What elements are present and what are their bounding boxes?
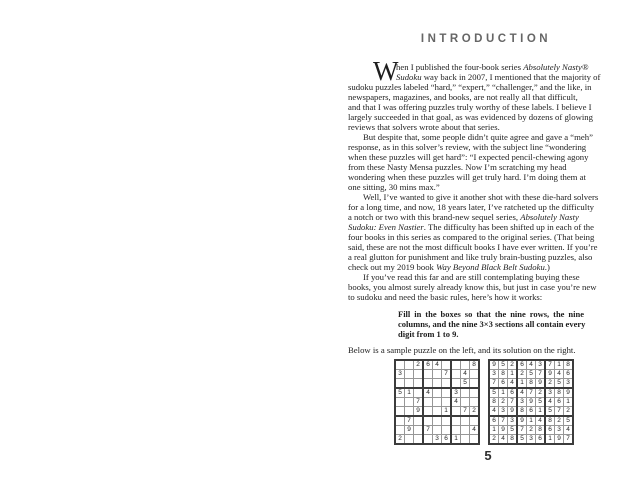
- solution-cell: 6: [545, 426, 555, 435]
- page-title: INTRODUCTION: [420, 33, 552, 45]
- solution-cell: 2: [489, 435, 499, 445]
- text-line: [348, 182, 624, 192]
- solution-cell: 5: [499, 360, 508, 370]
- text: But despite that, some people didn’t quite agree and gave a “meh”: [363, 132, 593, 142]
- paragraph: [348, 272, 624, 302]
- puzzle-cell: [451, 416, 461, 426]
- puzzle-cell: 2: [395, 435, 405, 445]
- text: for a long time, and now, 18 years later, I’ve ratcheted up the difficulty: [348, 202, 594, 212]
- solution-cell: 2: [536, 388, 546, 398]
- solution-cell: 4: [564, 426, 574, 435]
- italic-text: Absolutely Nasty®: [523, 62, 589, 72]
- solution-cell: 7: [555, 407, 564, 417]
- puzzle-cell: [470, 370, 480, 379]
- puzzle-cell: 1: [442, 407, 452, 417]
- paragraph: [348, 132, 624, 192]
- text-line: [348, 222, 624, 232]
- text: largely succeeded in that goal, as was evidenced by dozens of glowing: [348, 112, 593, 122]
- text-line: [348, 292, 624, 302]
- text: wondering when these puzzles will get truly hard. I’m doing them at: [348, 172, 586, 182]
- puzzle-cell: [423, 370, 433, 379]
- solution-cell: 4: [499, 435, 508, 445]
- solution-cell: 6: [564, 370, 574, 379]
- solution-cell: 6: [517, 360, 527, 370]
- solution-cell: 7: [564, 435, 574, 445]
- solution-grid: [488, 359, 574, 445]
- rules-quote: [398, 309, 584, 339]
- solution-cell: 1: [564, 398, 574, 407]
- text-line: [348, 202, 624, 212]
- solution-cell: 9: [564, 388, 574, 398]
- text: books, you almost surely already know this, but just in case you’re new: [348, 282, 597, 292]
- puzzle-cell: [433, 407, 442, 417]
- solution-cell: 9: [527, 398, 536, 407]
- solution-cell: 7: [508, 398, 518, 407]
- italic-text: Absolutely Nasty: [520, 212, 579, 222]
- puzzle-cell: [433, 370, 442, 379]
- puzzle-cell: [414, 370, 424, 379]
- solution-cell: 7: [499, 416, 508, 426]
- text-line: [348, 102, 624, 112]
- puzzle-cell: 6: [423, 360, 433, 370]
- solution-cell: 9: [517, 416, 527, 426]
- grid-row: [489, 407, 573, 417]
- puzzle-cell: 5: [461, 379, 470, 389]
- solution-cell: 2: [545, 379, 555, 389]
- solution-cell: 2: [564, 407, 574, 417]
- puzzle-cell: 3: [451, 388, 461, 398]
- solution-cell: 6: [527, 407, 536, 417]
- quote-line: Fill in the boxes so that the nine rows, the nine: [398, 309, 584, 319]
- puzzle-cell: 2: [470, 407, 480, 417]
- text: to sudoku and need the basic rules, here’s how it works:: [348, 292, 543, 302]
- solution-cell: 3: [489, 370, 499, 379]
- solution-cell: 2: [555, 416, 564, 426]
- solution-cell: 5: [536, 398, 546, 407]
- solution-cell: 6: [489, 416, 499, 426]
- puzzle-cell: 4: [461, 370, 470, 379]
- text: from these Nasty Mensa puzzles. Now I’m scratching my head: [348, 162, 567, 172]
- text: a notch or two with this brand-new sequel series,: [348, 212, 521, 222]
- puzzle-cell: [405, 407, 414, 417]
- puzzle-cell: [470, 388, 480, 398]
- puzzle-cell: [405, 398, 414, 407]
- text: If you’ve read this far and are still contemplating buying these: [363, 272, 580, 282]
- text: hen I published the four-book series: [396, 62, 524, 72]
- quote-line: columns, and the nine 3×3 sections all contain every: [398, 319, 586, 329]
- text-line: [348, 142, 624, 152]
- text: one sitting, 30 mins max.”: [348, 182, 440, 192]
- grid-row: [395, 398, 479, 407]
- solution-cell: 3: [564, 379, 574, 389]
- solution-cell: 2: [527, 426, 536, 435]
- text-line: [348, 192, 624, 202]
- puzzle-cell: [433, 426, 442, 435]
- text-line: [348, 282, 624, 292]
- grid-row: [489, 379, 573, 389]
- solution-cell: 2: [508, 360, 518, 370]
- grids-caption: Below is a sample puzzle on the left, and its solution on the right.: [348, 345, 576, 355]
- puzzle-cell: 1: [405, 388, 414, 398]
- quote-line: digit from 1 to 9.: [398, 329, 459, 339]
- solution-cell: 1: [545, 435, 555, 445]
- body-text: [348, 56, 624, 302]
- solution-cell: 5: [545, 407, 555, 417]
- puzzle-cell: [461, 360, 470, 370]
- puzzle-cell: [461, 426, 470, 435]
- puzzle-cell: [451, 360, 461, 370]
- text-line: [348, 212, 624, 222]
- solution-cell: 1: [508, 370, 518, 379]
- puzzle-cell: 4: [451, 398, 461, 407]
- solution-cell: 6: [536, 435, 546, 445]
- grid-row: [395, 435, 479, 445]
- solution-cell: 7: [517, 426, 527, 435]
- puzzle-cell: 4: [423, 388, 433, 398]
- puzzle-cell: [433, 398, 442, 407]
- solution-cell: 6: [508, 388, 518, 398]
- solution-cell: 1: [499, 388, 508, 398]
- puzzle-cell: [461, 416, 470, 426]
- puzzle-cell: [433, 416, 442, 426]
- puzzle-cell: [461, 398, 470, 407]
- puzzle-cell: [451, 370, 461, 379]
- solution-cell: 5: [564, 416, 574, 426]
- text: reviews that solvers wrote about that series.: [348, 122, 500, 132]
- puzzle-cell: [442, 398, 452, 407]
- puzzle-cell: [414, 388, 424, 398]
- solution-cell: 4: [527, 360, 536, 370]
- solution-cell: 6: [555, 398, 564, 407]
- grid-row: [395, 379, 479, 389]
- grid-row: [395, 370, 479, 379]
- solution-cell: 9: [555, 435, 564, 445]
- puzzle-cell: [461, 435, 470, 445]
- puzzle-cell: [395, 360, 405, 370]
- text-line: [348, 132, 624, 142]
- puzzle-cell: 8: [470, 360, 480, 370]
- grid-row: [395, 407, 479, 417]
- puzzle-cell: 5: [395, 388, 405, 398]
- solution-cell: 5: [517, 435, 527, 445]
- puzzle-cell: [395, 398, 405, 407]
- solution-cell: 8: [555, 388, 564, 398]
- puzzle-cell: [423, 435, 433, 445]
- italic-text: Sudoku: [396, 72, 422, 82]
- grid-row: [489, 416, 573, 426]
- puzzle-cell: [451, 379, 461, 389]
- solution-cell: 8: [564, 360, 574, 370]
- text: response, as in this solver’s review, with the subject line “wondering: [348, 142, 587, 152]
- grid-row: [489, 388, 573, 398]
- text: newspapers, magazines, and books, are not really all that difficult,: [348, 92, 578, 102]
- solution-cell: 9: [499, 426, 508, 435]
- solution-cell: 9: [489, 360, 499, 370]
- italic-text: Way Beyond Black Belt Sudoku: [436, 262, 545, 272]
- solution-cell: 2: [517, 370, 527, 379]
- puzzle-cell: [442, 379, 452, 389]
- puzzle-cell: [414, 379, 424, 389]
- puzzle-cell: [395, 416, 405, 426]
- puzzle-cell: 7: [414, 398, 424, 407]
- puzzle-cell: [423, 407, 433, 417]
- solution-cell: 8: [489, 398, 499, 407]
- puzzle-cell: 7: [423, 426, 433, 435]
- puzzle-cell: 6: [442, 435, 452, 445]
- solution-cell: 8: [545, 416, 555, 426]
- solution-cell: 3: [508, 416, 518, 426]
- puzzle-cell: [395, 379, 405, 389]
- puzzle-cell: 1: [451, 435, 461, 445]
- solution-cell: 3: [545, 388, 555, 398]
- grid-row: [489, 398, 573, 407]
- text: four books in this series as compared to the original series. (That being: [348, 232, 595, 242]
- text-line: [348, 272, 624, 282]
- grid-row: [489, 435, 573, 445]
- text-line: [348, 92, 624, 102]
- text-line: [348, 262, 624, 272]
- puzzle-cell: 7: [405, 416, 414, 426]
- puzzle-cell: [405, 379, 414, 389]
- puzzle-cell: [433, 388, 442, 398]
- solution-cell: 4: [517, 388, 527, 398]
- solution-cell: 7: [489, 379, 499, 389]
- page-number: 5: [484, 448, 492, 463]
- solution-cell: 8: [499, 370, 508, 379]
- solution-cell: 5: [527, 370, 536, 379]
- solution-cell: 7: [545, 360, 555, 370]
- puzzle-cell: [470, 379, 480, 389]
- puzzle-cell: [433, 379, 442, 389]
- text: a real glutton for punishment and like truly brain-busting puzzles, also: [348, 252, 593, 262]
- solution-cell: 4: [536, 416, 546, 426]
- solution-cell: 8: [517, 407, 527, 417]
- text: when these puzzles will get hard”: “I expected pencil-chewing agony: [348, 152, 589, 162]
- text: said, these are not the most difficult books I have ever written. If you’re: [348, 242, 598, 252]
- solution-cell: 5: [489, 388, 499, 398]
- solution-cell: 3: [499, 407, 508, 417]
- solution-cell: 1: [489, 426, 499, 435]
- solution-cell: 7: [536, 370, 546, 379]
- text-line: [348, 172, 624, 182]
- puzzle-cell: [414, 416, 424, 426]
- text-line: [348, 232, 624, 242]
- puzzle-cell: [405, 370, 414, 379]
- puzzle-cell: [442, 360, 452, 370]
- text: check out my 2019 book: [348, 262, 437, 272]
- italic-text: Sudoku: Even Nastier: [348, 222, 424, 232]
- solution-cell: 8: [536, 426, 546, 435]
- puzzle-cell: [451, 407, 461, 417]
- grid-row: [395, 388, 479, 398]
- text: sudoku puzzles labeled “hard,” “expert,” “challenger,” and the like, in: [348, 82, 592, 92]
- text: . The difficulty has been shifted up in each of the: [423, 222, 595, 232]
- puzzle-cell: [470, 416, 480, 426]
- puzzle-cell: 9: [405, 426, 414, 435]
- solution-cell: 2: [499, 398, 508, 407]
- solution-cell: 4: [545, 398, 555, 407]
- grid-row: [395, 360, 479, 370]
- paragraph: [348, 56, 624, 132]
- sample-puzzle-grid: [394, 359, 480, 445]
- solution-cell: 1: [555, 360, 564, 370]
- puzzle-cell: [423, 398, 433, 407]
- grid-row: [489, 360, 573, 370]
- solution-cell: 3: [517, 398, 527, 407]
- text: Well, I’ve wanted to give it another shot with these die-hard solvers: [363, 192, 599, 202]
- puzzle-cell: 7: [461, 407, 470, 417]
- puzzle-cell: [405, 360, 414, 370]
- puzzle-cell: [414, 426, 424, 435]
- grid-row: [395, 416, 479, 426]
- puzzle-cell: [405, 435, 414, 445]
- solution-cell: 8: [508, 435, 518, 445]
- puzzle-cell: [423, 416, 433, 426]
- puzzle-cell: 4: [433, 360, 442, 370]
- puzzle-cell: 7: [442, 370, 452, 379]
- puzzle-cell: [470, 435, 480, 445]
- solution-cell: 6: [499, 379, 508, 389]
- puzzle-cell: [395, 426, 405, 435]
- solution-cell: 9: [536, 379, 546, 389]
- puzzle-cell: 3: [395, 370, 405, 379]
- solution-cell: 3: [527, 435, 536, 445]
- introduction-page: [348, 33, 624, 463]
- grid-row: [489, 370, 573, 379]
- drop-cap: W: [373, 56, 399, 86]
- solution-cell: 5: [508, 426, 518, 435]
- text-line: [348, 152, 624, 162]
- solution-cell: 4: [555, 370, 564, 379]
- puzzle-cell: [442, 388, 452, 398]
- solution-cell: 5: [555, 379, 564, 389]
- text-line: [348, 162, 624, 172]
- solution-cell: 4: [508, 379, 518, 389]
- solution-cell: 3: [536, 360, 546, 370]
- solution-cell: 8: [527, 379, 536, 389]
- text-line: [348, 252, 624, 262]
- grid-row: [489, 426, 573, 435]
- text-line: [348, 242, 624, 252]
- puzzle-cell: [442, 416, 452, 426]
- puzzle-cell: 2: [414, 360, 424, 370]
- sudoku-grids: [348, 359, 624, 445]
- solution-cell: 9: [508, 407, 518, 417]
- puzzle-cell: [442, 426, 452, 435]
- grid-row: [395, 426, 479, 435]
- text-line: [348, 112, 624, 122]
- text: .): [544, 262, 550, 272]
- puzzle-cell: 9: [414, 407, 424, 417]
- solution-cell: 3: [555, 426, 564, 435]
- puzzle-cell: [395, 407, 405, 417]
- solution-cell: 7: [527, 388, 536, 398]
- solution-cell: 4: [489, 407, 499, 417]
- solution-cell: 1: [517, 379, 527, 389]
- puzzle-cell: [461, 388, 470, 398]
- puzzle-cell: 3: [433, 435, 442, 445]
- puzzle-cell: [414, 435, 424, 445]
- paragraph: [348, 192, 624, 272]
- text: and that I was offering puzzles truly worthy of these labels. I believe I: [348, 102, 592, 112]
- puzzle-cell: [423, 379, 433, 389]
- solution-cell: 1: [527, 416, 536, 426]
- puzzle-cell: [451, 426, 461, 435]
- text: way back in 2007, I mentioned that the majority of: [421, 72, 601, 82]
- puzzle-cell: [470, 398, 480, 407]
- puzzle-cell: 4: [470, 426, 480, 435]
- text-line: [348, 122, 624, 132]
- solution-cell: 1: [536, 407, 546, 417]
- solution-cell: 9: [545, 370, 555, 379]
